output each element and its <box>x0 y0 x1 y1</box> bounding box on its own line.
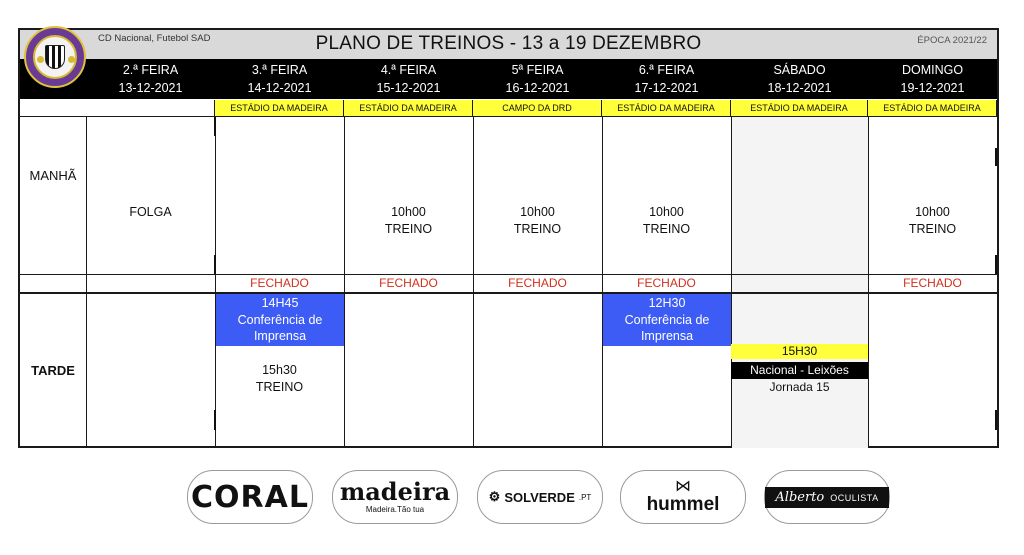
venue-thu: CAMPO DA DRD <box>473 100 602 116</box>
venue-wed: ESTÁDIO DA MADEIRA <box>344 100 473 116</box>
venue-mon <box>86 100 215 116</box>
match-teams: Nacional - Leixões <box>731 362 868 379</box>
day-header-fri: 6.ª FEIRA 17-12-2021 <box>602 59 731 99</box>
day-header-mon: 2.ª FEIRA 13-12-2021 <box>86 59 215 99</box>
day-header-tue: 3.ª FEIRA 14-12-2021 <box>215 59 344 99</box>
morning-wed: 10h00 TREINO <box>384 205 433 236</box>
row-label-morning: MANHÃ <box>29 168 77 183</box>
press-conference-tue: 14H45 Conferência de Imprensa <box>216 294 344 346</box>
morning-mon: FOLGA <box>129 205 172 219</box>
page-title: PLANO DE TREINOS - 13 a 19 DEZEMBRO <box>315 33 702 54</box>
venue-sun: ESTÁDIO DA MADEIRA <box>868 100 997 116</box>
sponsor-hummel-logo: ⋈ hummel <box>620 470 746 524</box>
closed-fri: FECHADO <box>637 276 696 290</box>
day-header-wed: 4.ª FEIRA 15-12-2021 <box>344 59 473 99</box>
tick-mark <box>214 116 216 136</box>
venue-fri: ESTÁDIO DA MADEIRA <box>602 100 731 116</box>
venue-sat: ESTÁDIO DA MADEIRA <box>731 100 868 116</box>
day-header-sun: DOMINGO 19-12-2021 <box>868 59 997 99</box>
closed-tue: FECHADO <box>250 276 309 290</box>
club-crest-logo <box>24 26 86 88</box>
match-round: Jornada 15 <box>769 380 830 394</box>
closed-sun: FECHADO <box>903 276 962 290</box>
solverde-icon: ⚙ <box>488 489 501 504</box>
training-tue-afternoon: 15h30 TREINO <box>255 363 304 394</box>
row-divider <box>20 274 997 275</box>
row-divider <box>20 116 997 117</box>
sponsor-solverde-logo: ⚙ SOLVERDE .PT <box>477 470 603 524</box>
col-divider <box>731 116 732 448</box>
day-header-sat: SÁBADO 18-12-2021 <box>731 59 868 99</box>
training-plan-sheet <box>18 28 999 448</box>
morning-sun: 10h00 TREINO <box>908 205 957 236</box>
morning-fri: 10h00 TREINO <box>642 205 691 236</box>
venue-tue: ESTÁDIO DA MADEIRA <box>215 100 344 116</box>
hummel-bee-icon: ⋈ <box>675 478 691 495</box>
match-time: 15H30 <box>731 344 868 359</box>
press-conference-fri: 12H30 Conferência de Imprensa <box>603 294 731 346</box>
club-name: CD Nacional, Futebol SAD <box>98 33 211 44</box>
closed-thu: FECHADO <box>508 276 567 290</box>
sponsor-alberto-logo: Alberto OCULISTA <box>764 470 890 524</box>
tick-mark <box>995 410 997 430</box>
closed-wed: FECHADO <box>379 276 438 290</box>
day-header-thu: 5ª FEIRA 16-12-2021 <box>473 59 602 99</box>
morning-thu: 10h00 TREINO <box>513 205 562 236</box>
season-label: ÉPOCA 2021/22 <box>917 35 987 46</box>
session-divider <box>20 292 997 294</box>
col-divider <box>86 116 87 448</box>
tick-mark <box>995 255 997 275</box>
sponsor-madeira-logo: madeira Madeira.Tão tua <box>332 470 458 524</box>
tick-mark <box>214 410 216 430</box>
saturday-column-shade <box>731 116 868 448</box>
tick-mark <box>214 255 216 275</box>
tick-mark <box>995 148 997 166</box>
sponsor-coral-logo: CORAL <box>187 470 313 524</box>
row-label-afternoon: TARDE <box>31 363 75 378</box>
